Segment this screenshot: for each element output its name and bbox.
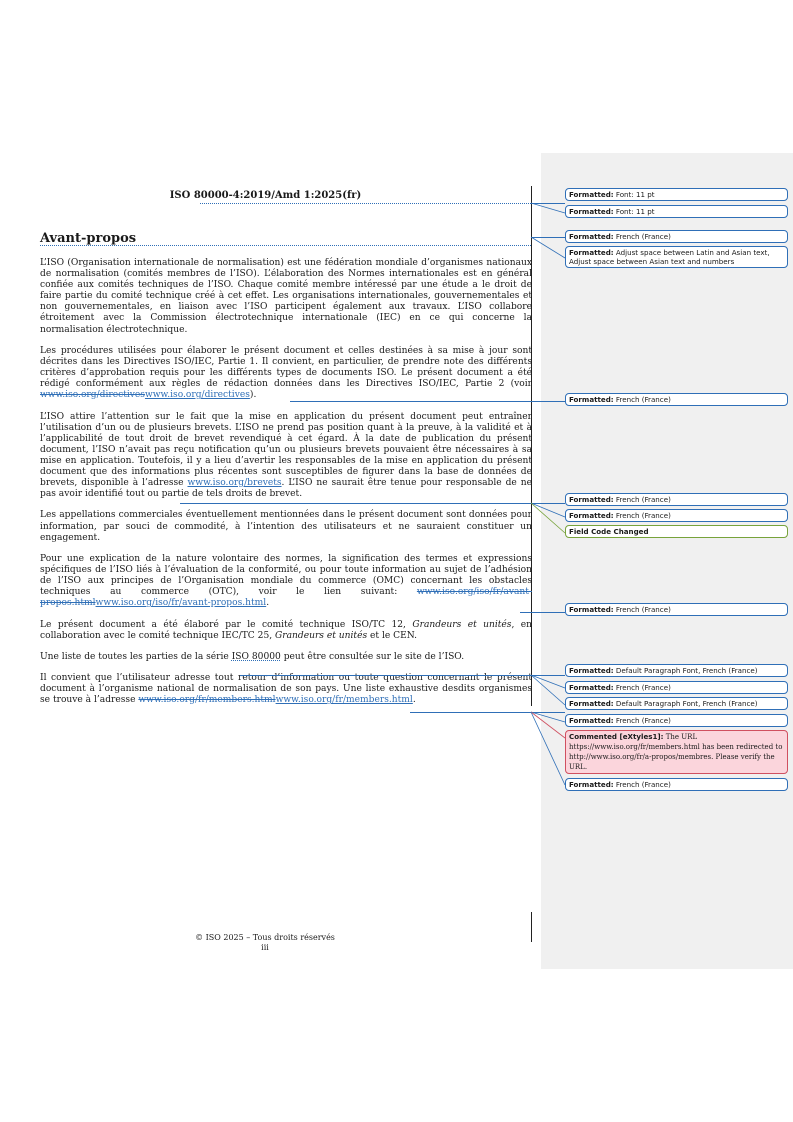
paragraph-text: et le CEN. xyxy=(367,630,417,641)
copyright-text: © ISO 2025 – Tous droits réservés xyxy=(195,933,335,942)
avant-propos-link[interactable]: www.iso.org/iso/fr/avant-propos.html xyxy=(95,598,267,609)
balloon-text: French (France) xyxy=(613,395,671,404)
revision-balloon[interactable] xyxy=(565,493,788,506)
balloon-text: French (France) xyxy=(613,716,671,725)
balloon-text: Font: 11 pt xyxy=(613,207,655,216)
section-title: Avant-propos xyxy=(40,231,137,246)
balloon-label: Field Code Changed xyxy=(569,527,649,536)
paragraph-end: . xyxy=(412,695,416,706)
comment-balloon[interactable] xyxy=(565,730,788,774)
balloon-label: Formatted: xyxy=(569,495,614,504)
paragraph-end: . L’ISO ne saurait être tenue pour responsable de ne pas avoir identifié tout ou partie de tels droits de brevet. xyxy=(40,478,532,500)
document-header: ISO 80000-4:2019/Amd 1:2025(fr) xyxy=(169,190,362,201)
paragraph-text: Une liste de toutes les parties de la série xyxy=(40,651,232,662)
balloon-text: French (France) xyxy=(613,511,671,520)
balloon-label: Formatted: xyxy=(569,190,614,199)
revision-balloon[interactable] xyxy=(565,681,788,694)
balloon-label: Formatted: xyxy=(569,232,614,241)
directives-link[interactable]: www.iso.org/directives xyxy=(144,390,250,401)
revision-balloon[interactable] xyxy=(565,778,788,791)
balloon-label: Formatted: xyxy=(569,683,614,692)
paragraph-trade-names: Les appellations commerciales éventuellement mentionnées dans le présent document sont données pour information, par souci de commodité, à l’intention des utilisateurs et ne sauraient constituer un engagement. xyxy=(40,510,532,543)
series-reference: ISO 80000 xyxy=(231,651,281,662)
revision-balloon[interactable] xyxy=(565,697,788,710)
balloon-text: Default Paragraph Font, French (France) xyxy=(613,699,758,708)
paragraph-text: , en collaboration avec le comité technique IEC/TC 25, xyxy=(40,619,532,641)
balloon-text: Font: 11 pt xyxy=(613,190,655,199)
revision-balloon[interactable] xyxy=(565,246,788,268)
balloon-label: Formatted: xyxy=(569,605,614,614)
paragraph-text: Pour une explication de la nature volontaire des normes, la signification des termes et expressions spécifiques de l’ISO liés à l’évaluation de la conformité, ou pour toute information au sujet de l’adhésion de l’ISO aux principes de l’Organisation mondiale du commerce (OMC) concernant les obstacles techniques au commerce (OTC), voir le lien suivant: xyxy=(40,553,532,598)
balloon-label: Formatted: xyxy=(569,395,614,404)
balloon-text: French (France) xyxy=(613,683,671,692)
deleted-link: www.iso.org/directives xyxy=(40,390,145,401)
balloon-text: Adjust space between Latin and Asian text, Adjust space between Asian text and numbers xyxy=(569,248,770,266)
balloon-label: Formatted: xyxy=(569,716,614,725)
balloon-label: Formatted: xyxy=(569,207,614,216)
balloon-label: Formatted: xyxy=(569,666,614,675)
revision-balloon[interactable] xyxy=(565,664,788,677)
deleted-link: www.iso.org/fr/members.html xyxy=(138,695,276,706)
paragraph-text: Le présent document a été élaboré par le comité technique ISO/TC 12, xyxy=(40,619,413,630)
paragraph-end: ). xyxy=(249,390,257,401)
page-number: iii xyxy=(261,943,269,952)
field-code-balloon[interactable] xyxy=(565,525,788,538)
paragraph-text: peut être consultée sur le site de l’ISO. xyxy=(280,651,465,662)
paragraph-text: L’ISO attire l’attention sur le fait que la mise en application du présent document peut entraîner l’utilisation d’un ou de plusieurs brevets. L’ISO ne prend pas position quant à la preuve, à la validité et à l’applicabilité de tout droit de brevet revendiqué à cet égard. À la date de publication du présent document, l’ISO n’avait pas reçu notification qu’un ou plusieurs brevets pouvaient être nécessaires à sa mise en application. Toutefois, il y a lieu d’avertir les responsables de la mise en application du présent document que des informations plus récentes sont susceptibles de figurer dans la base de données de brevets, disponible à l’adresse xyxy=(40,411,532,489)
balloon-text: Default Paragraph Font, French (France) xyxy=(613,666,758,675)
revision-balloon[interactable] xyxy=(565,393,788,406)
brevets-link[interactable]: www.iso.org/brevets xyxy=(187,478,282,489)
revision-balloon[interactable] xyxy=(565,230,788,243)
paragraph-text: Il convient que l’utilisateur adresse tout retour d’information ou toute question concernant le présent document à l’organisme national de normalisation de son pays. Une liste exhaustive desdits organismes se trouve à l’adresse xyxy=(40,673,532,706)
balloon-text: French (France) xyxy=(613,605,671,614)
paragraph-organisation: L’ISO (Organisation internationale de normalisation) est une fédération mondiale d’organismes nationaux de normalisation (comités membres de l’ISO). L’élaboration des Normes internationales est en général confiée aux comités techniques de l’ISO. Chaque comité membre intéressé par une étude a le droit de faire partie du comité technique créé à cet effet. Les organisations internationales, gouvernementales et non gouvernementales, en liaison avec l’ISO participent également aux travaux. L’ISO collabore étroitement avec la Commission électrotechnique internationale (IEC) en ce qui concerne la normalisation électrotechnique. xyxy=(40,258,532,335)
balloon-label: Formatted: xyxy=(569,248,614,257)
italic-text: Grandeurs et unités xyxy=(275,630,368,641)
paragraph-end: . xyxy=(266,598,270,609)
revision-balloon[interactable] xyxy=(565,603,788,616)
balloon-label: Formatted: xyxy=(569,780,614,789)
balloon-text: French (France) xyxy=(613,495,671,504)
deleted-link: www.iso.org/iso/fr/avant-propos.html xyxy=(40,587,532,609)
balloon-text: The URL https://www.iso.org/fr/members.html has been redirected to http://www.iso.org/fr/a-propos/membres. Please verify the URL. xyxy=(569,733,783,771)
balloon-label: Formatted: xyxy=(569,511,614,520)
balloon-label: Formatted: xyxy=(569,699,614,708)
balloon-label: Commented [eXtyles1]: xyxy=(569,732,664,741)
paragraph-text: Les procédures utilisées pour élaborer le présent document et celles destinées à sa mise à jour sont décrites dans les Directives ISO/IEC, Partie 1. Il convient, en particulier, de prendre note des différents critères d’approbation requis pour les différents types de documents ISO. Le présent document a été rédigé conformément aux règles de rédaction données dans les Directives ISO/IEC, Partie 2 (voir xyxy=(40,345,532,390)
italic-text: Grandeurs et unités xyxy=(412,619,512,630)
revision-balloon[interactable] xyxy=(565,714,788,727)
balloon-text: French (France) xyxy=(613,232,671,241)
revision-balloon[interactable] xyxy=(565,188,788,201)
balloon-text: French (France) xyxy=(613,780,671,789)
revision-balloon[interactable] xyxy=(565,509,788,522)
members-link[interactable]: www.iso.org/fr/members.html xyxy=(275,695,413,706)
revision-balloon[interactable] xyxy=(565,205,788,218)
